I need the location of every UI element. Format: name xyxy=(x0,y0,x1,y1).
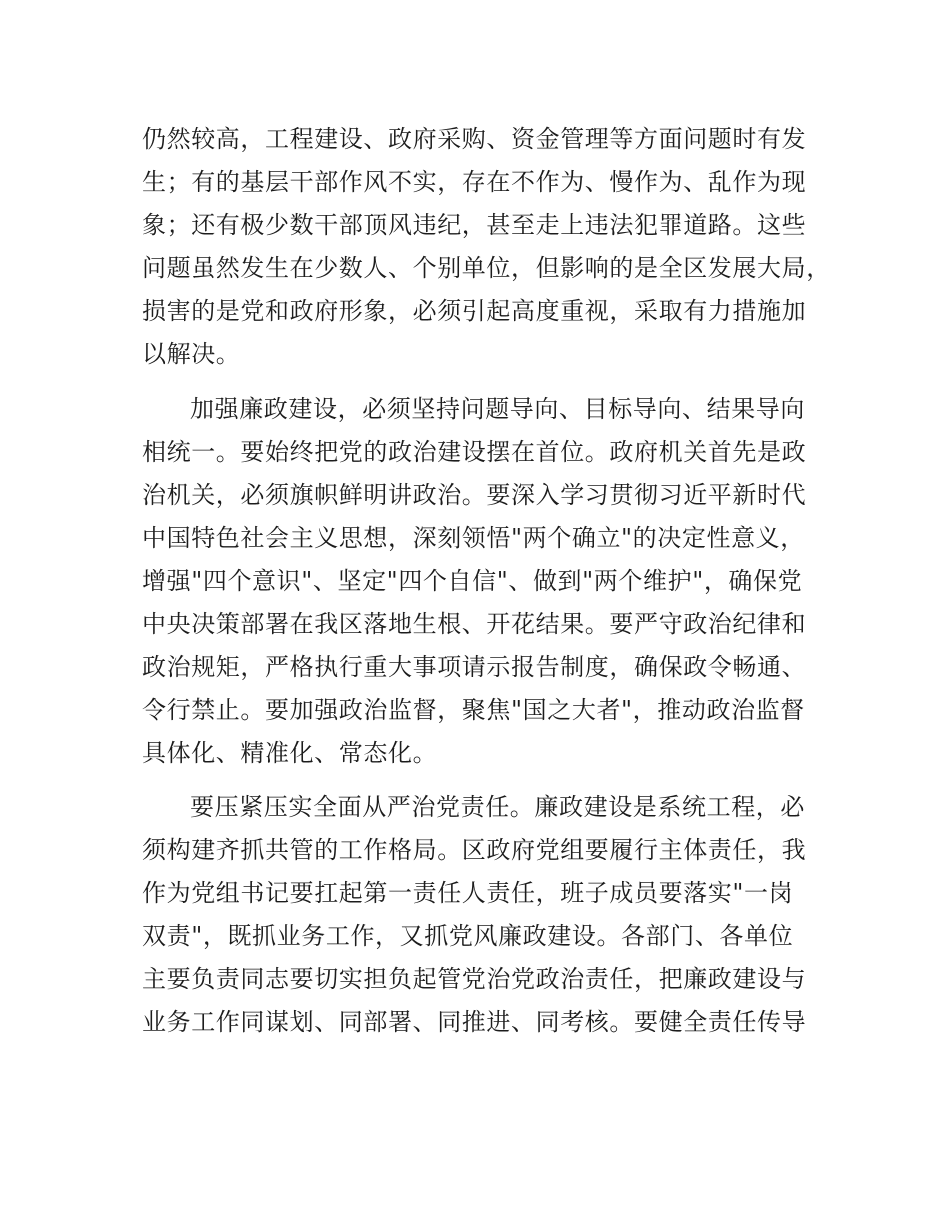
text-line: 须构建齐抓共管的工作格局。区政府党组要履行主体责任，我 xyxy=(142,836,807,864)
text-line: 令行禁止。要加强政治监督，聚焦"国之大者"，推动政治监督 xyxy=(142,696,805,724)
text-line: 政治规矩，严格执行重大事项请示报告制度，确保政令畅通、 xyxy=(142,653,807,681)
text-line: 具体化、精准化、常态化。 xyxy=(142,739,438,767)
text-line: 仍然较高，工程建设、政府采购、资金管理等方面问题时有发 xyxy=(142,125,807,153)
text-line: 损害的是党和政府形象，必须引起高度重视，采取有力措施加 xyxy=(142,297,807,325)
text-line: 中国特色社会主义思想，深刻领悟"两个确立"的决定性意义， xyxy=(142,524,805,552)
paragraph-2 xyxy=(142,388,822,775)
paragraph-3 xyxy=(142,786,822,1044)
text-line: 相统一。要始终把党的政治建设摆在首位。政府机关首先是政 xyxy=(142,438,807,466)
text-line: 加强廉政建设，必须坚持问题导向、目标导向、结果导向 xyxy=(190,395,805,423)
text-line: 治机关，必须旗帜鲜明讲政治。要深入学习贯彻习近平新时代 xyxy=(142,481,807,509)
text-line: 要压紧压实全面从严治党责任。廉政建设是系统工程，必 xyxy=(190,793,805,821)
text-line: 以解决。 xyxy=(142,340,241,368)
text-line: 主要负责同志要切实担负起管党治党政治责任，把廉政建设与 xyxy=(142,965,807,993)
text-line: 象；还有极少数干部顶风违纪，甚至走上违法犯罪道路。这些 xyxy=(142,211,807,239)
text-line: 中央决策部署在我区落地生根、开花结果。要严守政治纪律和 xyxy=(142,610,807,638)
text-line: 双责"，既抓业务工作，又抓党风廉政建设。各部门、各单位 xyxy=(142,922,794,950)
text-line: 生；有的基层干部作风不实，存在不作为、慢作为、乱作为现 xyxy=(142,168,807,196)
text-line: 增强"四个意识"、坚定"四个自信"、做到"两个维护"，确保党 xyxy=(142,567,803,595)
paragraph-1 xyxy=(142,118,831,376)
text-line: 业务工作同谋划、同部署、同推进、同考核。要健全责任传导 xyxy=(142,1008,807,1036)
text-line: 作为党组书记要扛起第一责任人责任，班子成员要落实"一岗 xyxy=(142,879,794,907)
text-line: 问题虽然发生在少数人、个别单位，但影响的是全区发展大局， xyxy=(142,254,831,282)
